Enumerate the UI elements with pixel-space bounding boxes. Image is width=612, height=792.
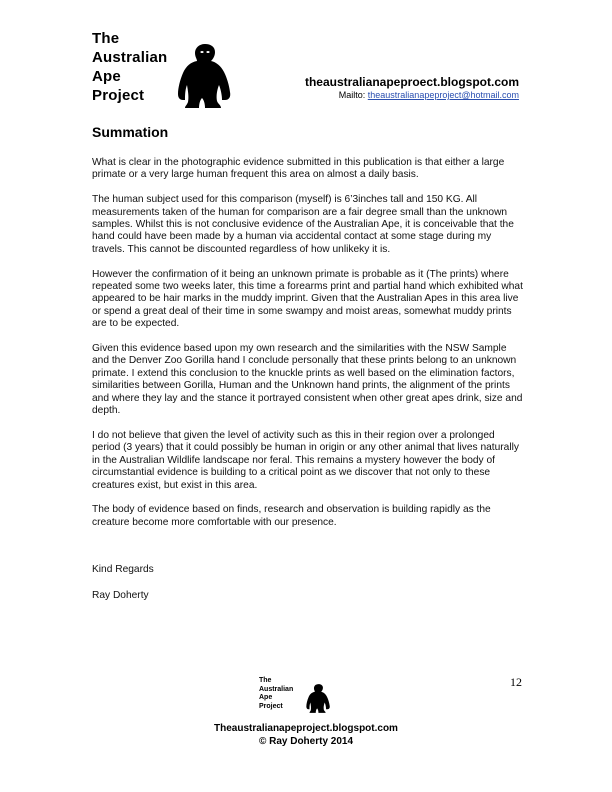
body-text	[92, 157, 524, 542]
gorilla-logo-icon	[305, 683, 331, 714]
paragraph: Given this evidence based upon my own research and the similarities with the NSW Sample and the Denver Zoo Gorilla hand I conclude personally that these prints belong to an unknown primate. I extend this conclusion to the knuckle prints as well based on the elimination factors, similarities between Gorilla, Human and the Unknown hand prints, the alignment of the prints and where they lay and the stance it portrayed consistent when other great apes drink, size and depth.	[92, 343, 523, 417]
header-logo-text	[92, 29, 167, 105]
footer-logo-text	[259, 677, 293, 711]
paragraph: However the confirmation of it being an unknown primate is probable as it (The prints) where repeated some two weeks later, this time a forearms print and partial hand which exhibited what appeared to be hair marks in the muddy imprint. Given that the Australian Apes in this area live or spend a great deal of their time in some swampy and moist areas, somewhat muddy prints are to be expected.	[92, 268, 523, 330]
page-title: Summation	[92, 124, 169, 140]
logo-line: The	[92, 30, 120, 47]
paragraph: What is clear in the photographic evidence submitted in this publication is that either a large primate or a very large human frequent this area on almost a daily basis.	[92, 157, 505, 181]
footer-copyright: © Ray Doherty 2014	[258, 736, 354, 747]
logo-line: Ape	[92, 68, 121, 85]
email-link[interactable]: theaustralianapeproject@hotmail.com	[367, 90, 519, 100]
paragraph: The human subject used for this comparison (myself) is 6’3inches tall and 150 KG. All measurements taken of the human for comparison are a fair degree small than the unknown samples. Whilst this is not conclusive evidence of the Australian Ape, it is conceivable that the hand could have been made by a human via accidental contact at some stage during my travels. This cannot be discounted regardless of how unlikeky it is.	[92, 194, 514, 255]
logo-line: The	[259, 677, 272, 684]
gorilla-logo-icon	[175, 42, 233, 110]
mailto-line	[339, 90, 519, 100]
signature: Ray Doherty	[92, 590, 149, 601]
logo-line: Project	[259, 702, 283, 710]
logo-line: Project	[92, 87, 145, 104]
paragraph: The body of evidence based on finds, research and observation is building rapidly as the creature become more comfortable with our presence.	[92, 504, 491, 528]
closing: Kind Regards	[92, 564, 154, 575]
logo-line: Ape	[259, 694, 273, 701]
page-number: 12	[510, 675, 522, 689]
mailto-label: Mailto:	[338, 90, 366, 100]
logo-line: Australian	[92, 49, 168, 66]
blog-url: theaustralianapeproect.blogspot.com	[304, 75, 519, 89]
footer-site: Theaustralianapeproject.blogspot.com	[214, 723, 398, 734]
logo-line: Australian	[259, 685, 294, 693]
paragraph: I do not believe that given the level of activity such as this in their region over a prolonged period (3 years) that it could possibly be human in origin or any other animal that lives naturally in the Australian Wildlife landscape nor feral. This remains a mystery however the body of circumstantial evidence is building to a critical point as we discover that not only to these creatures exist, but exist in this area.	[92, 429, 519, 491]
